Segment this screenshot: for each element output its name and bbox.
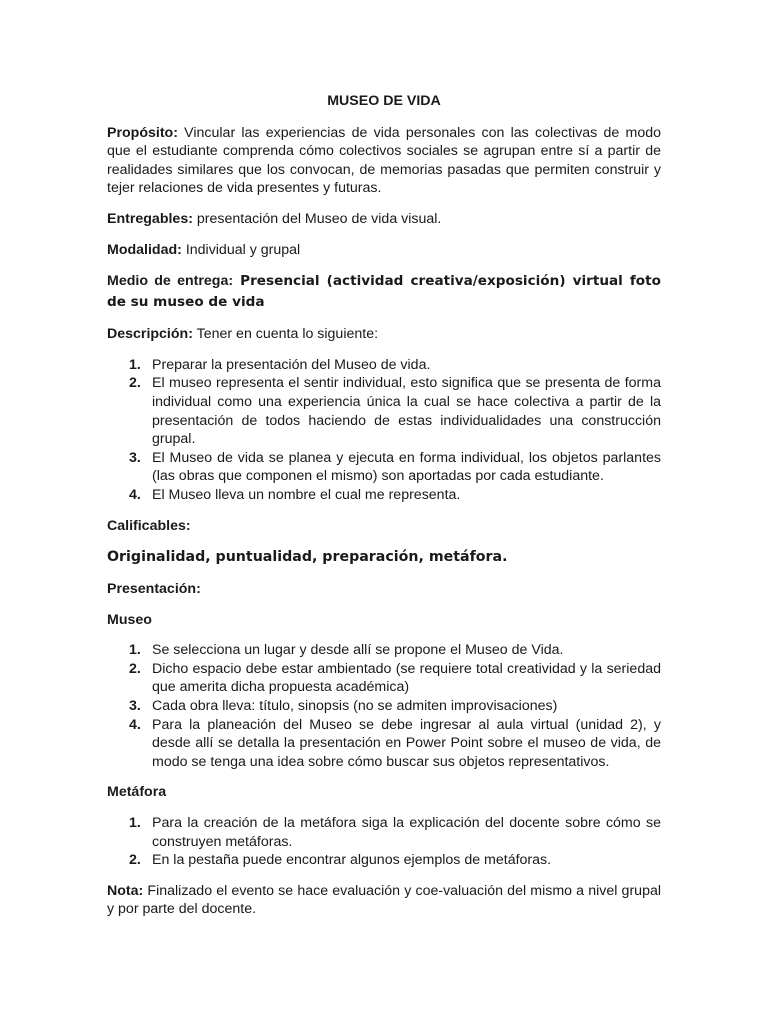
museo-heading	[107, 611, 661, 630]
list-item	[107, 660, 661, 697]
descripcion-paragraph	[107, 325, 661, 344]
entregables-text: presentación del Museo de vida visual.	[192, 210, 442, 227]
modalidad-label: Modalidad:	[107, 241, 182, 258]
entregables-paragraph	[107, 210, 661, 229]
list-item-number: 1.	[129, 815, 141, 832]
list-item	[107, 641, 661, 660]
descripcion-label: Descripción:	[107, 326, 193, 343]
modalidad-text: Individual y grupal	[181, 241, 301, 258]
calificables-paragraph	[107, 547, 661, 568]
metafora-list	[107, 814, 661, 870]
list-item	[107, 356, 661, 375]
presentacion-label: Presentación:	[107, 581, 201, 598]
nota-label: Nota:	[107, 882, 144, 899]
list-item-number: 3.	[129, 698, 141, 715]
museo-list	[107, 641, 661, 771]
proposito-text: Vincular las experiencias de vida personales con las colectivas de modo que el estudiante comprenda cómo colectivos sociales se agrupan entre sí a partir de realidades similares que los convocan, de memorias pasadas que permiten construir y tejer relaciones de vida presentes y futuras.	[107, 124, 661, 197]
list-item	[107, 851, 661, 870]
list-item-number: 2.	[129, 852, 141, 869]
medio-text: Presencial (actividad creativa/exposición) virtual foto de su museo de vida	[107, 273, 661, 311]
presentacion-heading	[107, 580, 661, 599]
list-item	[107, 449, 661, 486]
document-content	[107, 92, 661, 919]
list-item	[107, 486, 661, 505]
medio-paragraph	[107, 271, 661, 313]
medio-label: Medio de entrega:	[107, 273, 234, 290]
nota-text: Finalizado el evento se hace evaluación y coe-valuación del mismo a nivel grupal y por parte del docente.	[107, 882, 661, 918]
descripcion-text: Tener en cuenta lo siguiente:	[192, 326, 379, 343]
list-item	[107, 716, 661, 772]
list-item	[107, 697, 661, 716]
list-item-number: 3.	[129, 449, 141, 466]
list-item-number: 2.	[129, 660, 141, 677]
proposito-paragraph	[107, 124, 661, 198]
document-title: MUSEO DE VIDA	[327, 93, 441, 109]
list-item-text: Cada obra lleva: título, sinopsis (no se admiten improvisaciones)	[152, 698, 558, 715]
entregables-label: Entregables:	[107, 210, 193, 227]
list-item-text: Para la planeación del Museo se debe ingresar al aula virtual (unidad 2), y desde allí se detalla la presentación en Power Point sobre el museo de vida, de modo se tenga una idea sobre cómo buscar sus objetos representativos.	[152, 716, 661, 770]
calificables-label: Calificables:	[107, 517, 191, 534]
metafora-heading	[107, 783, 661, 802]
list-item-text: Preparar la presentación del Museo de vida.	[152, 356, 431, 373]
list-item-text: Se selecciona un lugar y desde allí se propone el Museo de Vida.	[152, 642, 564, 659]
list-item	[107, 374, 661, 448]
list-item-text: El museo representa el sentir individual, esto significa que se presenta de forma individual como una experiencia única la cual se hace colectiva a partir de la presentación de todos haciendo de estas individualidades una construcción grupal.	[152, 375, 661, 448]
calificables-heading	[107, 517, 661, 536]
list-item	[107, 814, 661, 851]
list-item-number: 1.	[129, 356, 141, 373]
list-item-text: El Museo de vida se planea y ejecuta en forma individual, los objetos parlantes (las obras que componen el mismo) son aportadas por cada estudiante.	[152, 449, 661, 485]
calificables-text: Originalidad, puntualidad, preparación, metáfora.	[107, 549, 508, 566]
list-item-number: 4.	[129, 716, 141, 733]
list-item-text: Dicho espacio debe estar ambientado (se requiere total creatividad y la seriedad que amerita dicha propuesta académica)	[152, 660, 661, 696]
list-item-text: Para la creación de la metáfora siga la explicación del docente sobre cómo se construyen metáforas.	[152, 815, 661, 850]
list-item-text: En la pestaña puede encontrar algunos ejemplos de metáforas.	[152, 852, 552, 869]
list-item-number: 1.	[129, 642, 141, 659]
descripcion-list	[107, 356, 661, 505]
list-item-number: 2.	[129, 375, 141, 392]
proposito-label: Propósito:	[107, 124, 178, 141]
nota-paragraph	[107, 882, 661, 919]
museo-label: Museo	[107, 611, 152, 628]
modalidad-paragraph	[107, 241, 661, 260]
list-item-number: 4.	[129, 486, 141, 503]
list-item-text: El Museo lleva un nombre el cual me representa.	[152, 486, 461, 503]
metafora-label: Metáfora	[107, 784, 167, 801]
